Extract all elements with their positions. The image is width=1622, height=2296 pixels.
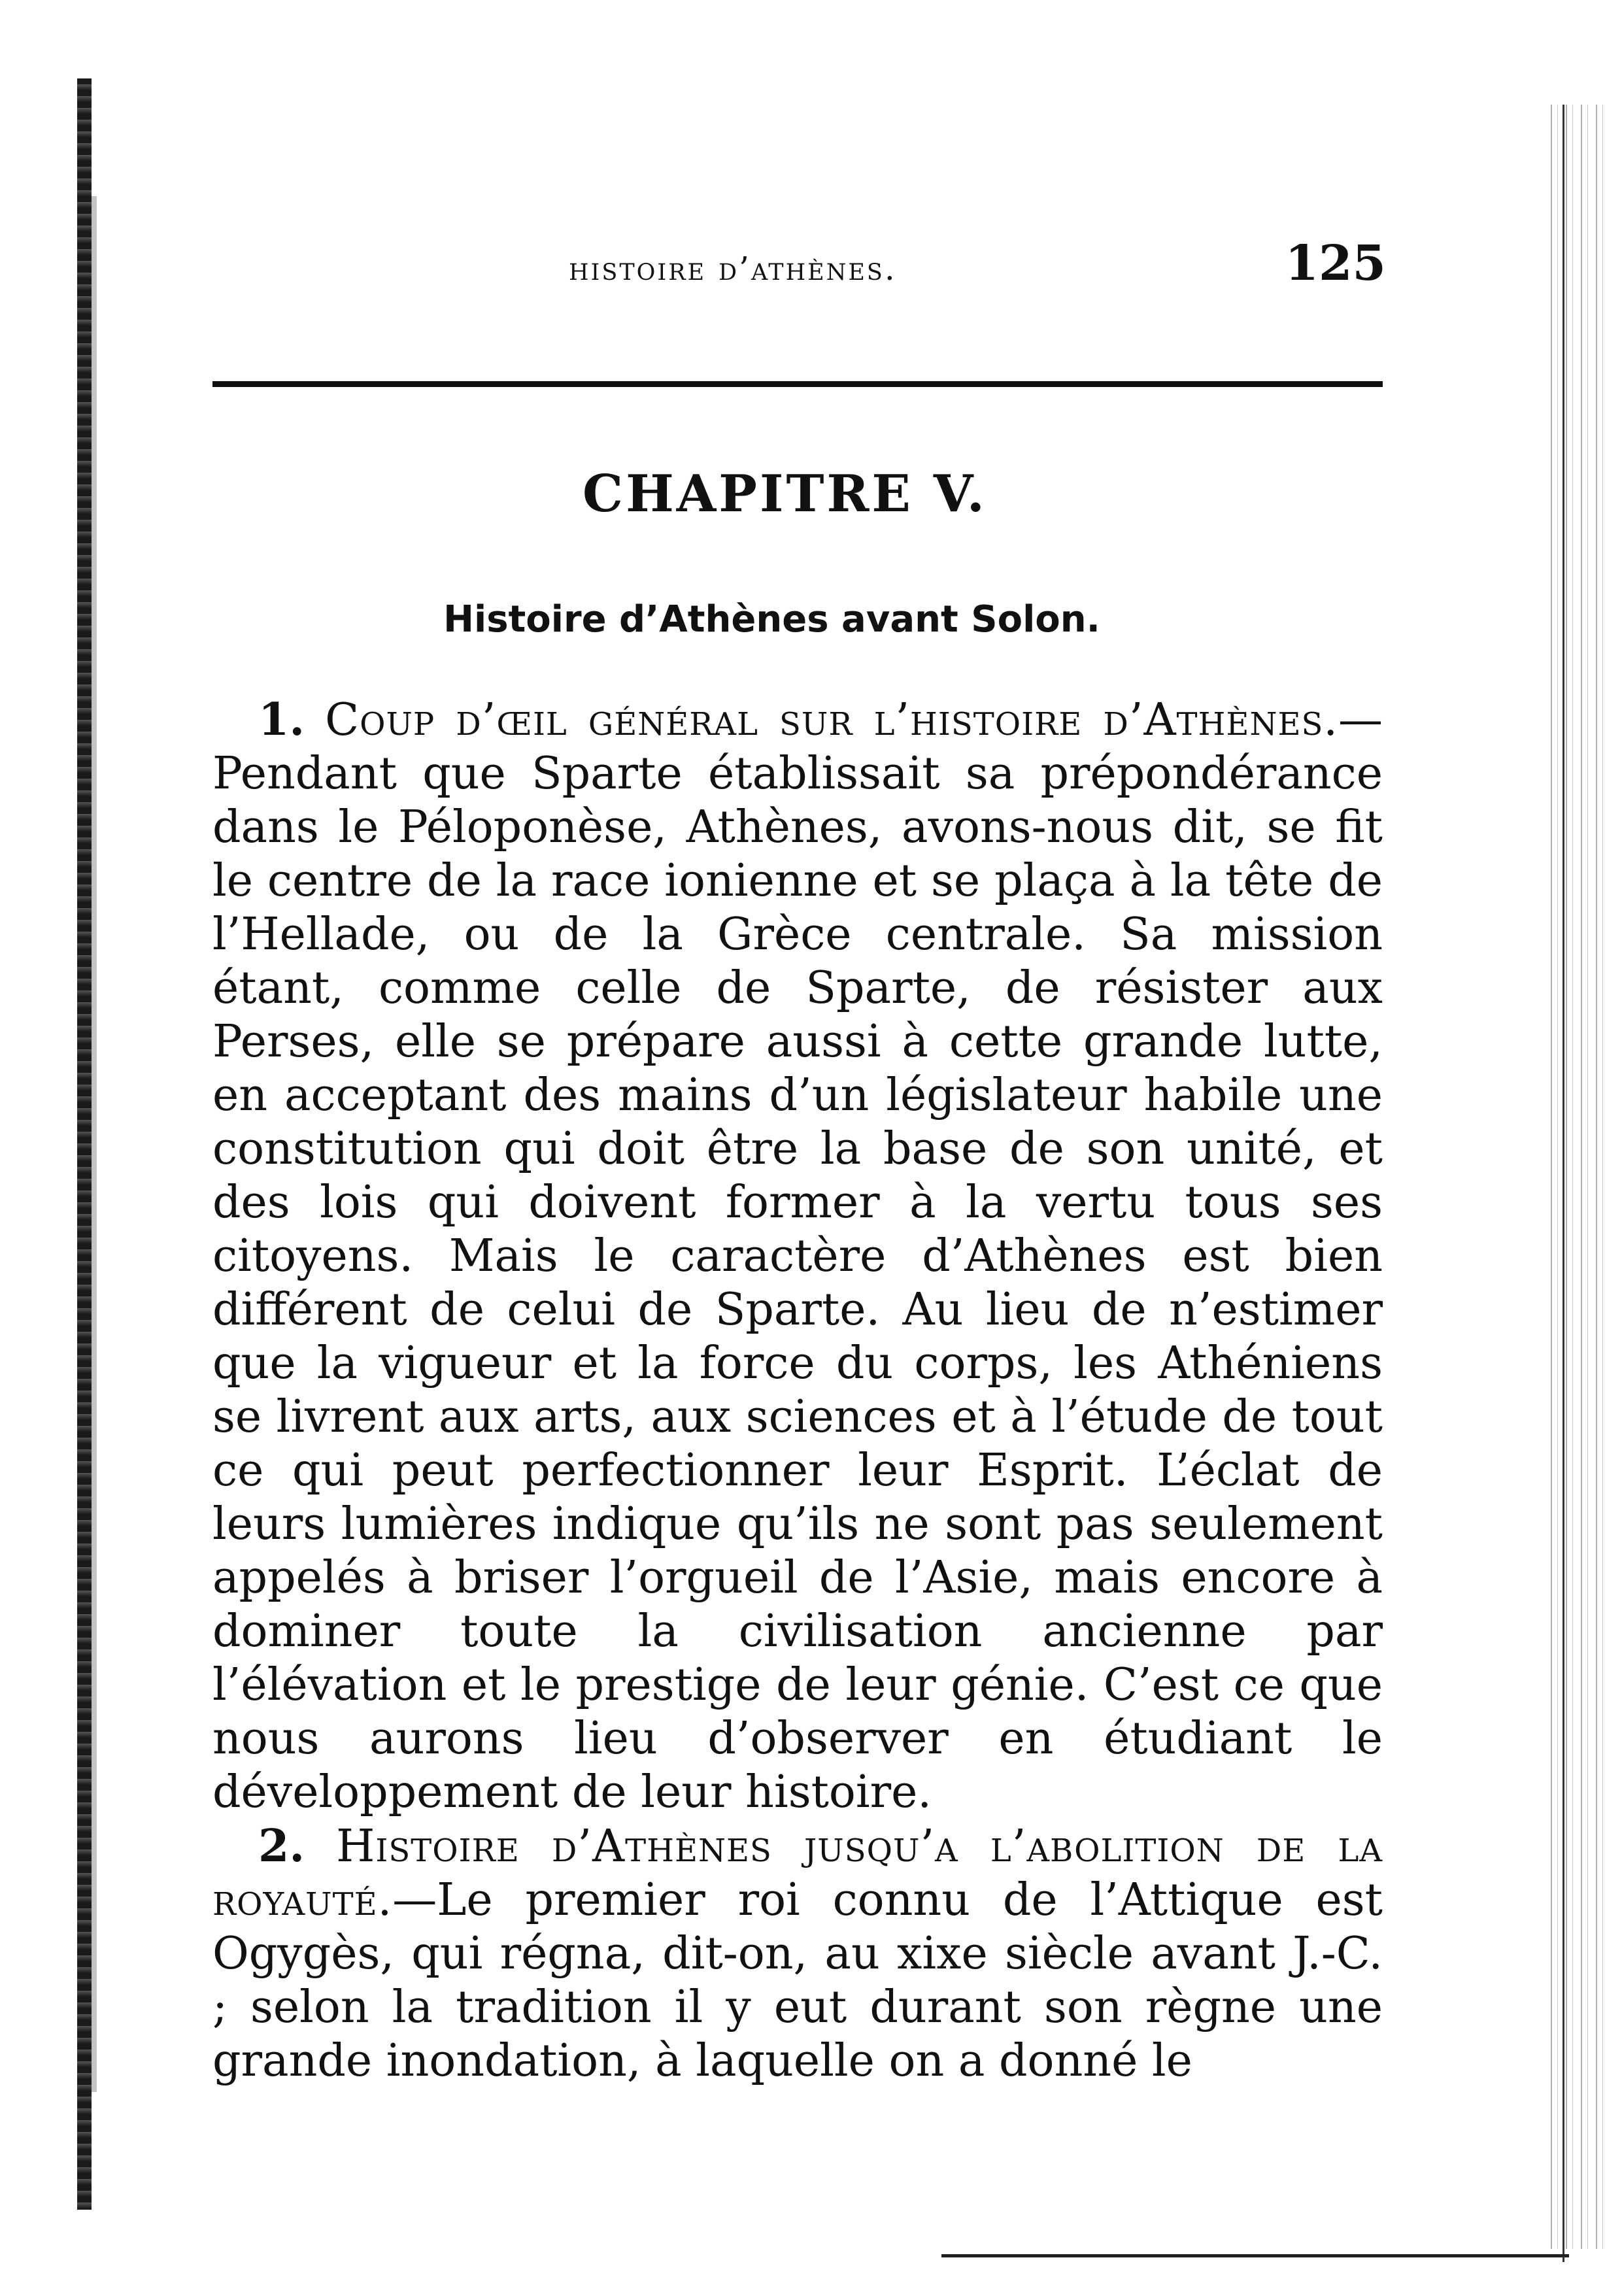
binding-edge-left	[77, 78, 92, 2210]
page-number: 125	[1285, 235, 1386, 292]
paragraph-number: 1.	[258, 694, 305, 746]
body-text	[212, 693, 1383, 2088]
chapter-subtitle: Histoire d’Athènes avant Solon.	[443, 598, 1100, 641]
paragraph-text: —Le premier roi connu de l’Attique est Ogygès, qui régna, dit-on, au xixe siècle avant J.-C. ; selon la tradition il y eut durant son règne une grande inondation, à laquelle on a donné le	[212, 1874, 1383, 2087]
paragraph-1	[212, 693, 1383, 1819]
page-bottom-edge	[941, 2254, 1569, 2257]
running-title: histoire d’athènes.	[569, 250, 897, 288]
paragraph-heading: Coup d’œil général sur l’histoire d’Athènes.	[325, 694, 1338, 746]
paragraph-number: 2.	[258, 1820, 305, 1872]
binding-line-right	[1563, 105, 1564, 2262]
paragraph-text: —Pendant que Sparte établissait sa prépondérance dans le Péloponèse, Athènes, avons-nous dit, se fit le centre de la race ionienne et se plaça à la tête de l’Hellade, ou de la Grèce centrale. Sa mission étant, comme celle de Sparte, de résister aux Perses, elle se prépare aussi à cette grande lutte, en acceptant des mains d’un législateur habile une constitution qui doit être la base de son unité, et des lois qui doivent former à la vertu tous ses citoyens. Mais le caractère d’Athènes est bien différent de celui de Sparte. Au lieu de n’estimer que la vigueur et la force du corps, les Athéniens se livrent aux arts, aux sciences et à l’étude de tout ce qui peut perfectionner leur Esprit. L’éclat de leurs lumières indique qu’ils ne sont pas seulement appelés à briser l’orgueil de l’Asie, mais encore à dominer toute la civilisation ancienne par l’élévation et le prestige de leur génie. C’est ce que nous aurons lieu d’observer en étudiant le développement de leur histoire.	[212, 694, 1383, 1818]
binding-edge-right	[1543, 105, 1605, 2249]
paragraph-2	[212, 1819, 1383, 2088]
running-head	[212, 235, 1386, 294]
paragraph-heading: Histoire d’Athènes jusqu’a l’abolition de la royauté.	[212, 1821, 1383, 1926]
header-rule	[212, 381, 1383, 387]
chapter-title: CHAPITRE V.	[583, 464, 987, 524]
